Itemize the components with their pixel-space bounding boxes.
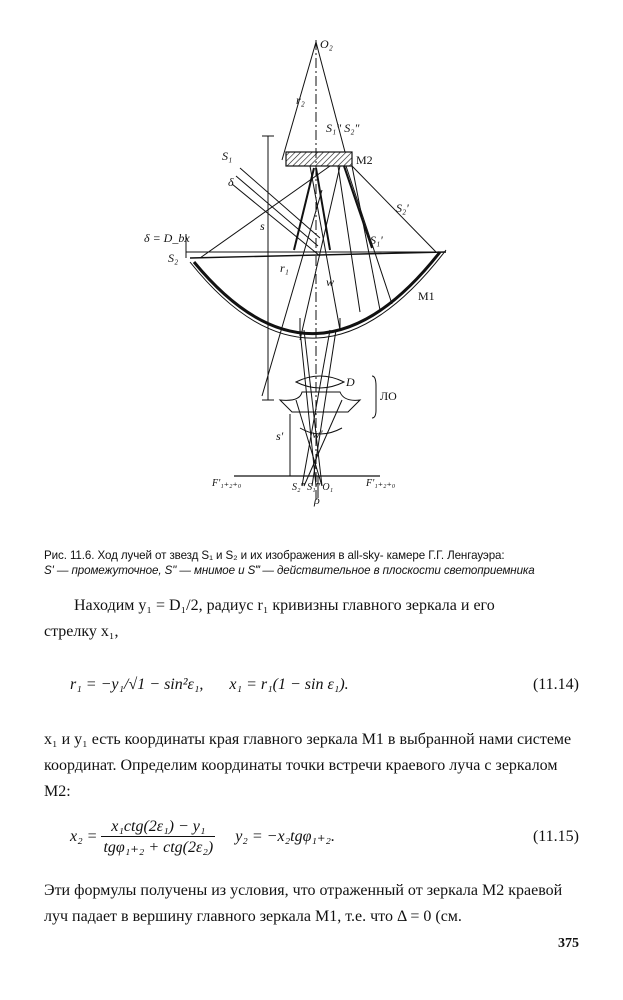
paragraph-1-line-2: стрелку x₁, — [44, 623, 119, 640]
caption-line-2: S' — промежуточное, S" — мнимое и S‴ — действительное в плоскости светоприемника — [44, 564, 535, 577]
label-s1: S₁ — [222, 149, 233, 163]
secondary-mirror-m2 — [286, 152, 352, 166]
label-bottom: S₂‴ S₁‴ O₁ — [292, 482, 334, 493]
label-d: D — [346, 375, 355, 389]
figure-caption — [44, 548, 589, 578]
label-o2: O₂ — [320, 37, 333, 51]
eq1-left: r₁ = −y₁/√1 − sin²ε₁, — [70, 676, 204, 693]
page-number: 375 — [558, 936, 579, 951]
caption-line-1: Рис. 11.6. Ход лучей от звезд S₁ и S₂ и их изображения в all-sky- камере Г.Г. Ленгауэра: — [44, 549, 505, 562]
label-delta-eq: δ = D_bx — [144, 231, 190, 245]
label-f-left: F'₁₊₂₊₀ — [212, 478, 242, 489]
paragraph-1-line-1: Находим y₁ = D₁/2, радиус r₁ кривизны главного зеркала и его — [74, 597, 495, 614]
eq2-lhs: x₂ = — [70, 828, 98, 846]
label-r1: r₁ — [280, 261, 289, 275]
eq2-right: y₂ = −x₂tgφ₁₊₂. — [235, 828, 335, 846]
label-m1: M1 — [418, 289, 435, 303]
eq2-denominator: tgφ₁₊₂ + ctg(2ε₂) — [103, 839, 214, 856]
paragraph-3: Эти формулы получены из условия, что отраженный от зеркала M2 краевой луч падает в вершину главного зеркала M1, т.е. что Δ = 0 (см. — [44, 882, 563, 925]
label-w-prime: w' — [312, 427, 323, 441]
label-s1pp-s2pp: S₁" S₂" — [326, 121, 360, 135]
label-lo: ЛО — [380, 389, 397, 403]
label-s2p: S₂' — [396, 201, 409, 215]
eq2-fraction — [101, 818, 215, 857]
label-w: w — [326, 275, 335, 289]
label-s1p: S₁' — [370, 233, 383, 247]
label-f-right: F'₁₊₂₊₀ — [366, 478, 396, 489]
paragraph-2: x₁ и y₁ есть координаты края главного зеркала M1 в выбранной нами системе координат. Определим координаты точки встречи краевого луча с зеркалом M2: — [44, 731, 572, 800]
equation-number-11-14: (11.14) — [532, 676, 579, 693]
equation-11-15 — [70, 818, 335, 857]
label-m2: M2 — [356, 153, 373, 167]
label-s2: S₂ — [168, 251, 179, 265]
label-s: s — [260, 219, 265, 233]
label-s-prime: s' — [276, 429, 284, 443]
eq2-numerator: x₁ctg(2ε₁) − y₁ — [101, 818, 215, 837]
equation-11-14 — [70, 676, 349, 694]
label-rho: ρ — [314, 493, 320, 507]
equation-number-11-15: (11.15) — [532, 828, 579, 845]
label-r2: r₂ — [296, 93, 305, 107]
eq1-right: x₁ = r₁(1 − sin ε₁). — [229, 676, 349, 693]
label-delta: δ — [228, 175, 234, 189]
paragraph-1 — [44, 593, 584, 645]
